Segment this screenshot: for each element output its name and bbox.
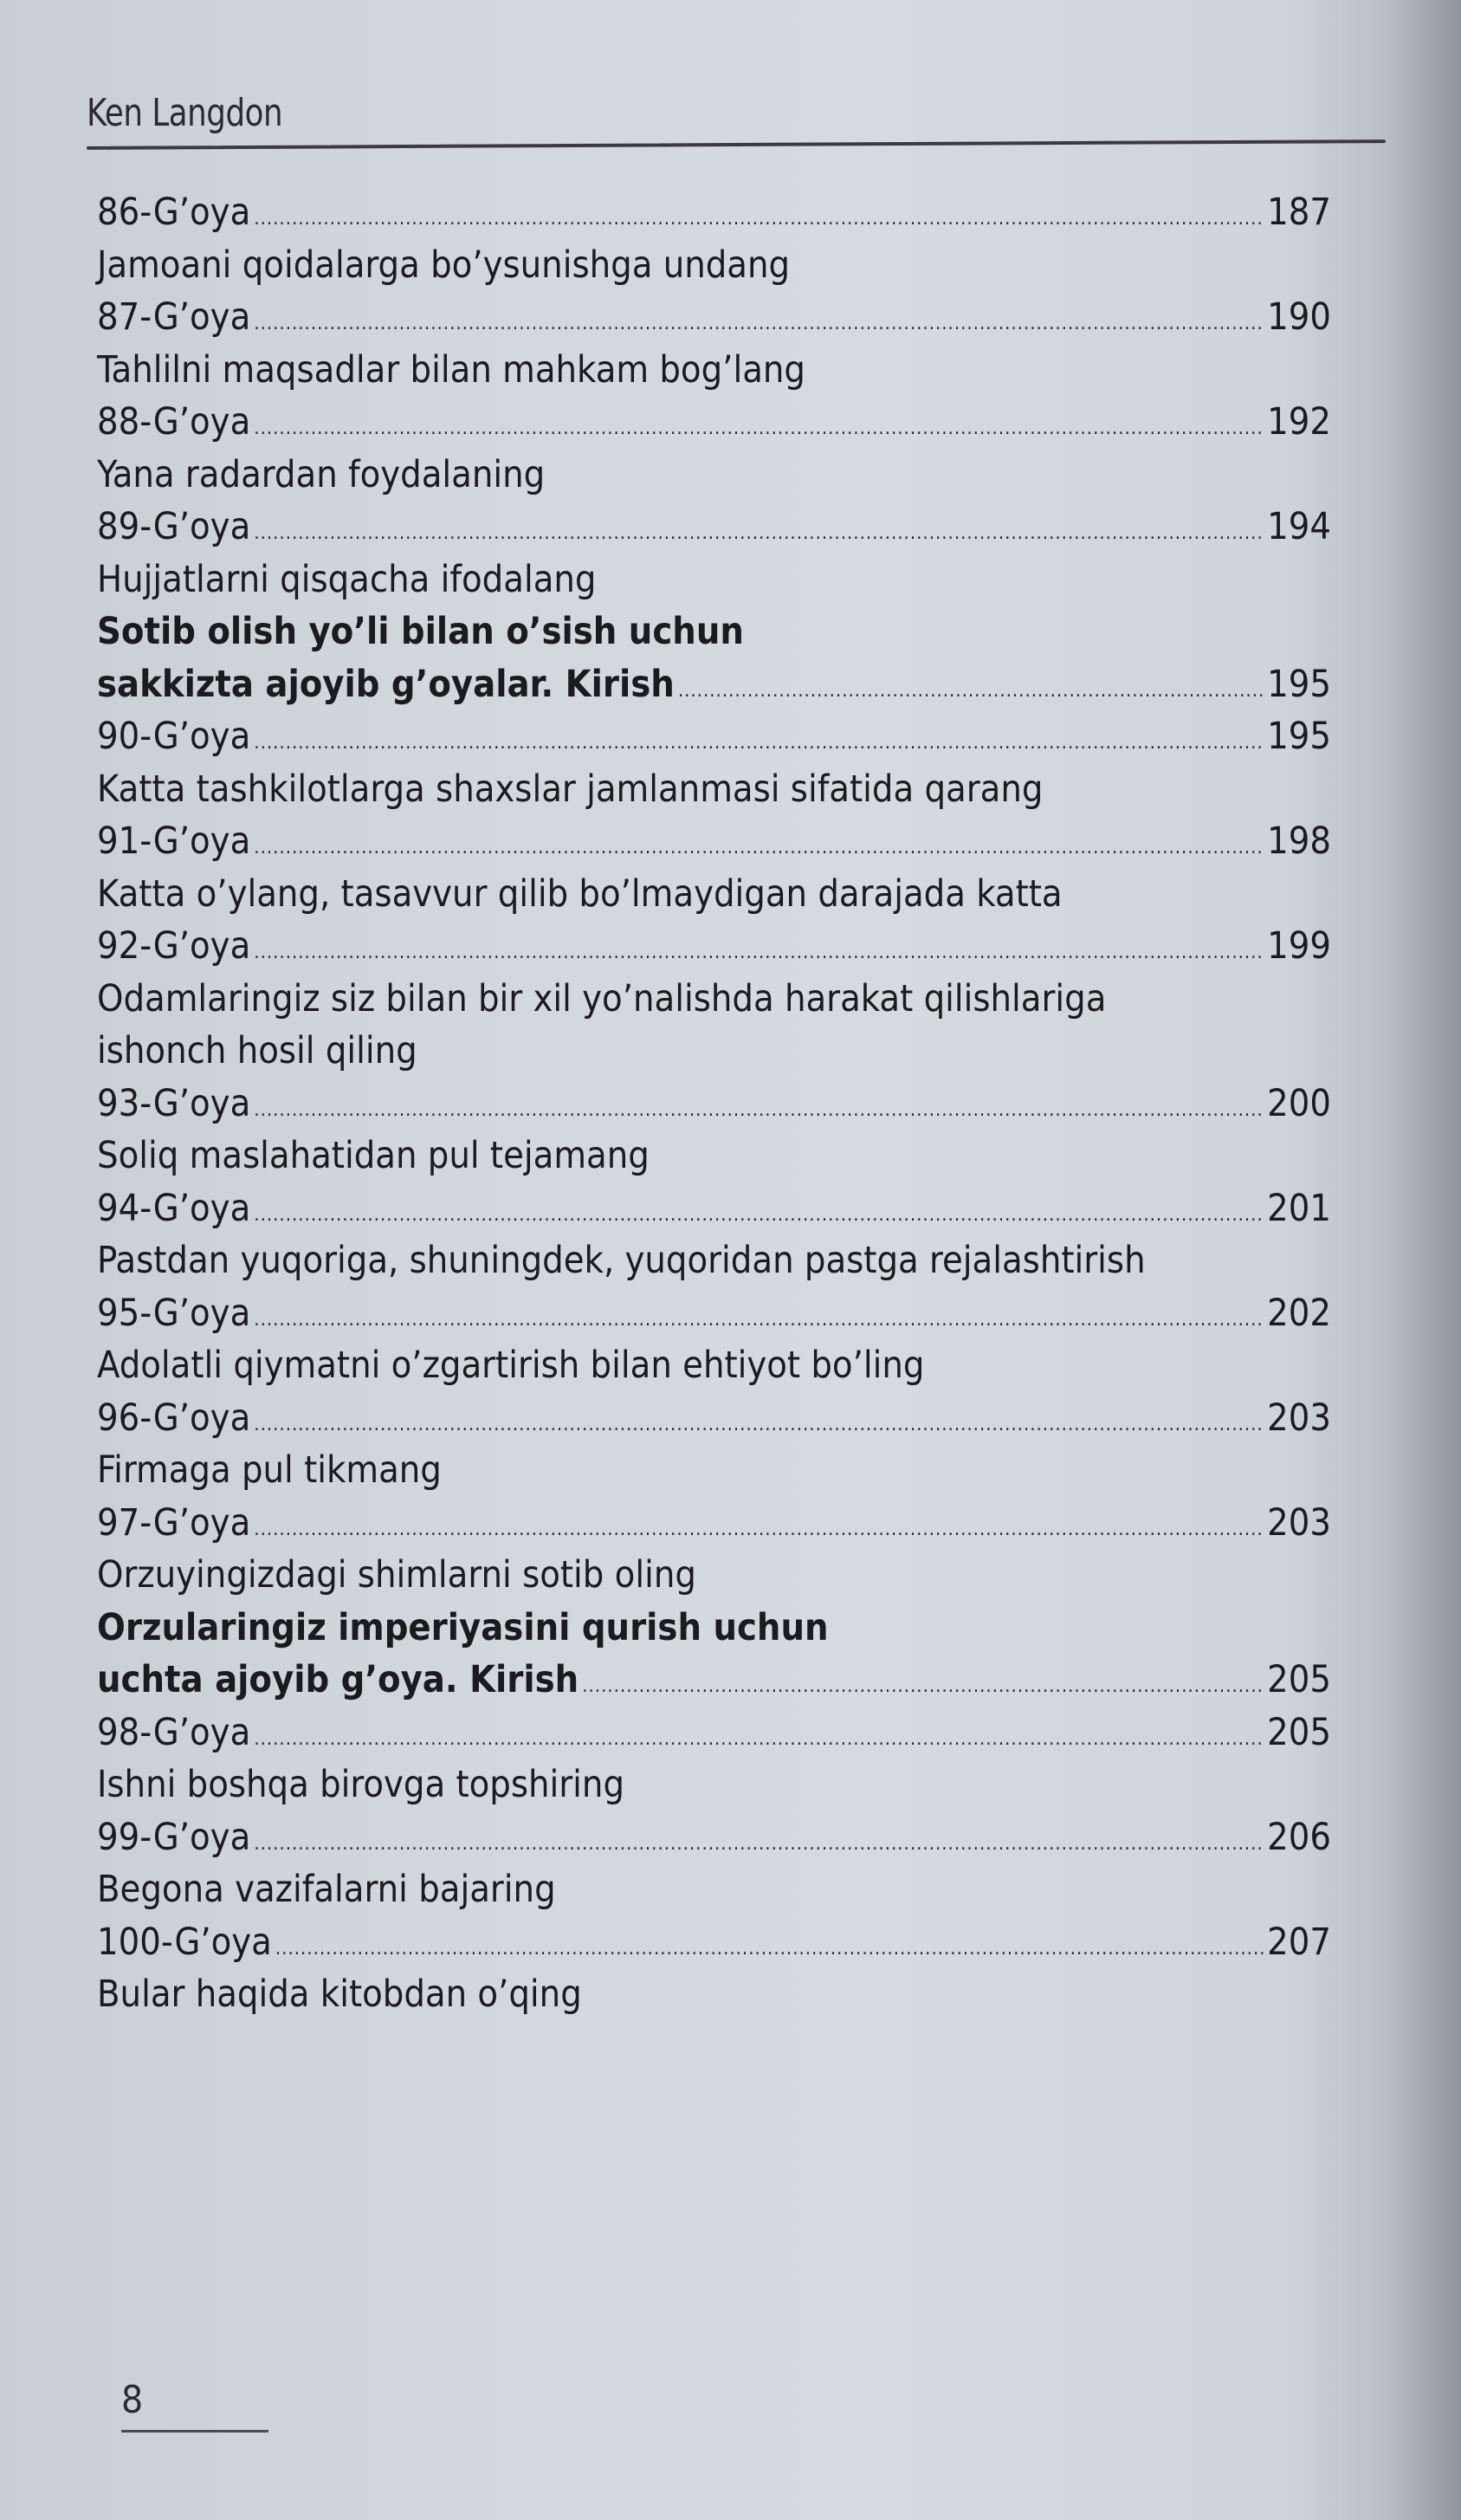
toc-label: 93-G’oya bbox=[97, 1081, 251, 1125]
toc-entry bbox=[97, 1654, 1331, 1707]
toc-label: 86-G’oya bbox=[97, 191, 251, 234]
toc-idea-title bbox=[97, 1234, 1331, 1287]
dot-leader bbox=[254, 927, 1264, 979]
toc-idea-title bbox=[97, 449, 1331, 502]
dot-leader bbox=[254, 1713, 1264, 1765]
toc-idea-title bbox=[97, 1968, 1331, 2021]
toc-label: 89-G’oya bbox=[97, 505, 251, 548]
toc-label: Jamoani qoidalarga bo’ysunishga undang bbox=[97, 243, 791, 287]
page-footer bbox=[121, 2378, 143, 2422]
toc-idea-title bbox=[97, 973, 1331, 1026]
toc-label: uchta ajoyib g’oya. Kirish bbox=[97, 1658, 579, 1701]
toc-entry bbox=[97, 396, 1331, 449]
toc-entry bbox=[97, 501, 1331, 554]
toc-section-heading bbox=[97, 606, 1331, 658]
toc-label: 95-G’oya bbox=[97, 1291, 251, 1335]
toc-page-number: 192 bbox=[1267, 400, 1331, 444]
toc-label: 88-G’oya bbox=[97, 400, 251, 444]
toc-entry bbox=[97, 1287, 1331, 1340]
toc-entry bbox=[97, 1707, 1331, 1759]
running-header bbox=[87, 91, 1386, 135]
toc-label: 90-G’oya bbox=[97, 715, 251, 758]
toc-idea-title bbox=[97, 1025, 1331, 1078]
toc-idea-title bbox=[97, 763, 1331, 816]
dot-leader bbox=[254, 1818, 1264, 1870]
dot-leader bbox=[254, 298, 1264, 350]
toc-label: 91-G’oya bbox=[97, 819, 251, 863]
toc-label: 94-G’oya bbox=[97, 1186, 251, 1230]
toc-page-number: 190 bbox=[1267, 295, 1331, 339]
dot-leader bbox=[254, 1189, 1264, 1241]
toc-page-number: 206 bbox=[1267, 1815, 1331, 1859]
toc-label: 87-G’oya bbox=[97, 295, 251, 339]
toc-entry bbox=[97, 1811, 1331, 1864]
toc-label: 92-G’oya bbox=[97, 924, 251, 968]
toc-entry bbox=[97, 1392, 1331, 1445]
dot-leader bbox=[254, 1085, 1264, 1137]
toc-page-number: 203 bbox=[1267, 1500, 1331, 1545]
author-name: Ken Langdon bbox=[87, 91, 283, 135]
toc-label: Tahlilni maqsadlar bilan mahkam bog’lang bbox=[97, 347, 805, 392]
toc-idea-title bbox=[97, 1759, 1331, 1811]
dot-leader bbox=[254, 1504, 1264, 1556]
toc-entry bbox=[97, 658, 1331, 711]
toc-idea-title bbox=[97, 344, 1331, 397]
toc-label: Adolatli qiymatni o’zgartirish bilan ehtiyot bo’ling bbox=[97, 1344, 925, 1387]
toc-label: 98-G’oya bbox=[97, 1710, 251, 1754]
toc-page-number: 195 bbox=[1267, 662, 1331, 706]
dot-leader bbox=[678, 665, 1264, 717]
page-number: 8 bbox=[121, 2378, 144, 2422]
dot-leader bbox=[254, 193, 1264, 245]
toc-page-number: 205 bbox=[1267, 1710, 1331, 1754]
footer-rule bbox=[121, 2430, 268, 2433]
toc-entry bbox=[97, 1916, 1331, 1969]
toc-entry bbox=[97, 1497, 1331, 1550]
toc-label: Sotib olish yo’li bilan o’sish uchun bbox=[97, 610, 744, 653]
toc-idea-title bbox=[97, 1339, 1331, 1392]
toc-entry bbox=[97, 1078, 1331, 1130]
dot-leader bbox=[254, 1294, 1264, 1346]
dot-leader bbox=[254, 1399, 1264, 1451]
toc-page-number: 194 bbox=[1267, 505, 1331, 548]
toc-page-number: 202 bbox=[1267, 1291, 1331, 1335]
toc-entry bbox=[97, 815, 1331, 868]
toc-page-number: 195 bbox=[1267, 715, 1331, 758]
header-rule bbox=[87, 139, 1386, 150]
dot-leader bbox=[254, 508, 1264, 560]
toc-page-number: 201 bbox=[1267, 1186, 1331, 1230]
toc-label: 100-G’oya bbox=[97, 1920, 272, 1964]
toc-label: Begona vazifalarni bajaring bbox=[97, 1868, 556, 1911]
table-of-contents bbox=[97, 186, 1331, 2021]
toc-label: Odamlaringiz siz bilan bir xil yo’nalishda harakat qilishlariga bbox=[97, 976, 1107, 1020]
toc-idea-title bbox=[97, 868, 1331, 921]
toc-label: sakkizta ajoyib g’oyalar. Kirish bbox=[97, 662, 675, 706]
toc-page-number: 207 bbox=[1267, 1920, 1331, 1964]
toc-idea-title bbox=[97, 1549, 1331, 1602]
toc-page-number: 199 bbox=[1267, 924, 1331, 968]
toc-entry bbox=[97, 710, 1331, 763]
toc-idea-title bbox=[97, 1130, 1331, 1182]
toc-entry bbox=[97, 920, 1331, 973]
toc-label: ishonch hosil qiling bbox=[97, 1029, 417, 1072]
toc-label: Pastdan yuqoriga, shuningdek, yuqoridan pastga rejalashtirish bbox=[97, 1239, 1146, 1282]
toc-entry bbox=[97, 186, 1331, 239]
toc-label: Orzularingiz imperiyasini qurish uchun bbox=[97, 1605, 829, 1649]
toc-label: Katta tashkilotlarga shaxslar jamlanmasi sifatida qarang bbox=[97, 767, 1044, 811]
toc-label: 99-G’oya bbox=[97, 1815, 251, 1859]
toc-idea-title bbox=[97, 239, 1331, 292]
toc-entry bbox=[97, 291, 1331, 344]
toc-label: 96-G’oya bbox=[97, 1396, 251, 1440]
dot-leader bbox=[582, 1661, 1264, 1713]
toc-page-number: 198 bbox=[1267, 819, 1331, 863]
dot-leader bbox=[254, 717, 1264, 769]
dot-leader bbox=[275, 1923, 1264, 1975]
toc-page-number: 205 bbox=[1267, 1658, 1331, 1701]
toc-label: Soliq maslahatidan pul tejamang bbox=[97, 1134, 650, 1177]
toc-idea-title bbox=[97, 1444, 1331, 1497]
toc-label: Yana radardan foydalaning bbox=[97, 452, 546, 496]
dot-leader bbox=[254, 822, 1264, 874]
toc-label: 97-G’oya bbox=[97, 1500, 251, 1545]
toc-page-number: 187 bbox=[1267, 191, 1331, 234]
toc-label: Katta o’ylang, tasavvur qilib bo’lmaydigan darajada katta bbox=[97, 871, 1063, 916]
toc-label: Bular haqida kitobdan o’qing bbox=[97, 1973, 582, 2016]
dot-leader bbox=[254, 403, 1264, 455]
toc-label: Firmaga pul tikmang bbox=[97, 1448, 442, 1492]
toc-page-number: 200 bbox=[1267, 1081, 1331, 1125]
toc-page-number: 203 bbox=[1267, 1396, 1331, 1440]
toc-idea-title bbox=[97, 554, 1331, 606]
toc-idea-title bbox=[97, 1863, 1331, 1916]
toc-entry bbox=[97, 1182, 1331, 1235]
toc-label: Ishni boshqa birovga topshiring bbox=[97, 1763, 625, 1806]
toc-label: Orzuyingizdagi shimlarni sotib oling bbox=[97, 1553, 696, 1597]
toc-label: Hujjatlarni qisqacha ifodalang bbox=[97, 557, 597, 601]
toc-section-heading bbox=[97, 1602, 1331, 1655]
